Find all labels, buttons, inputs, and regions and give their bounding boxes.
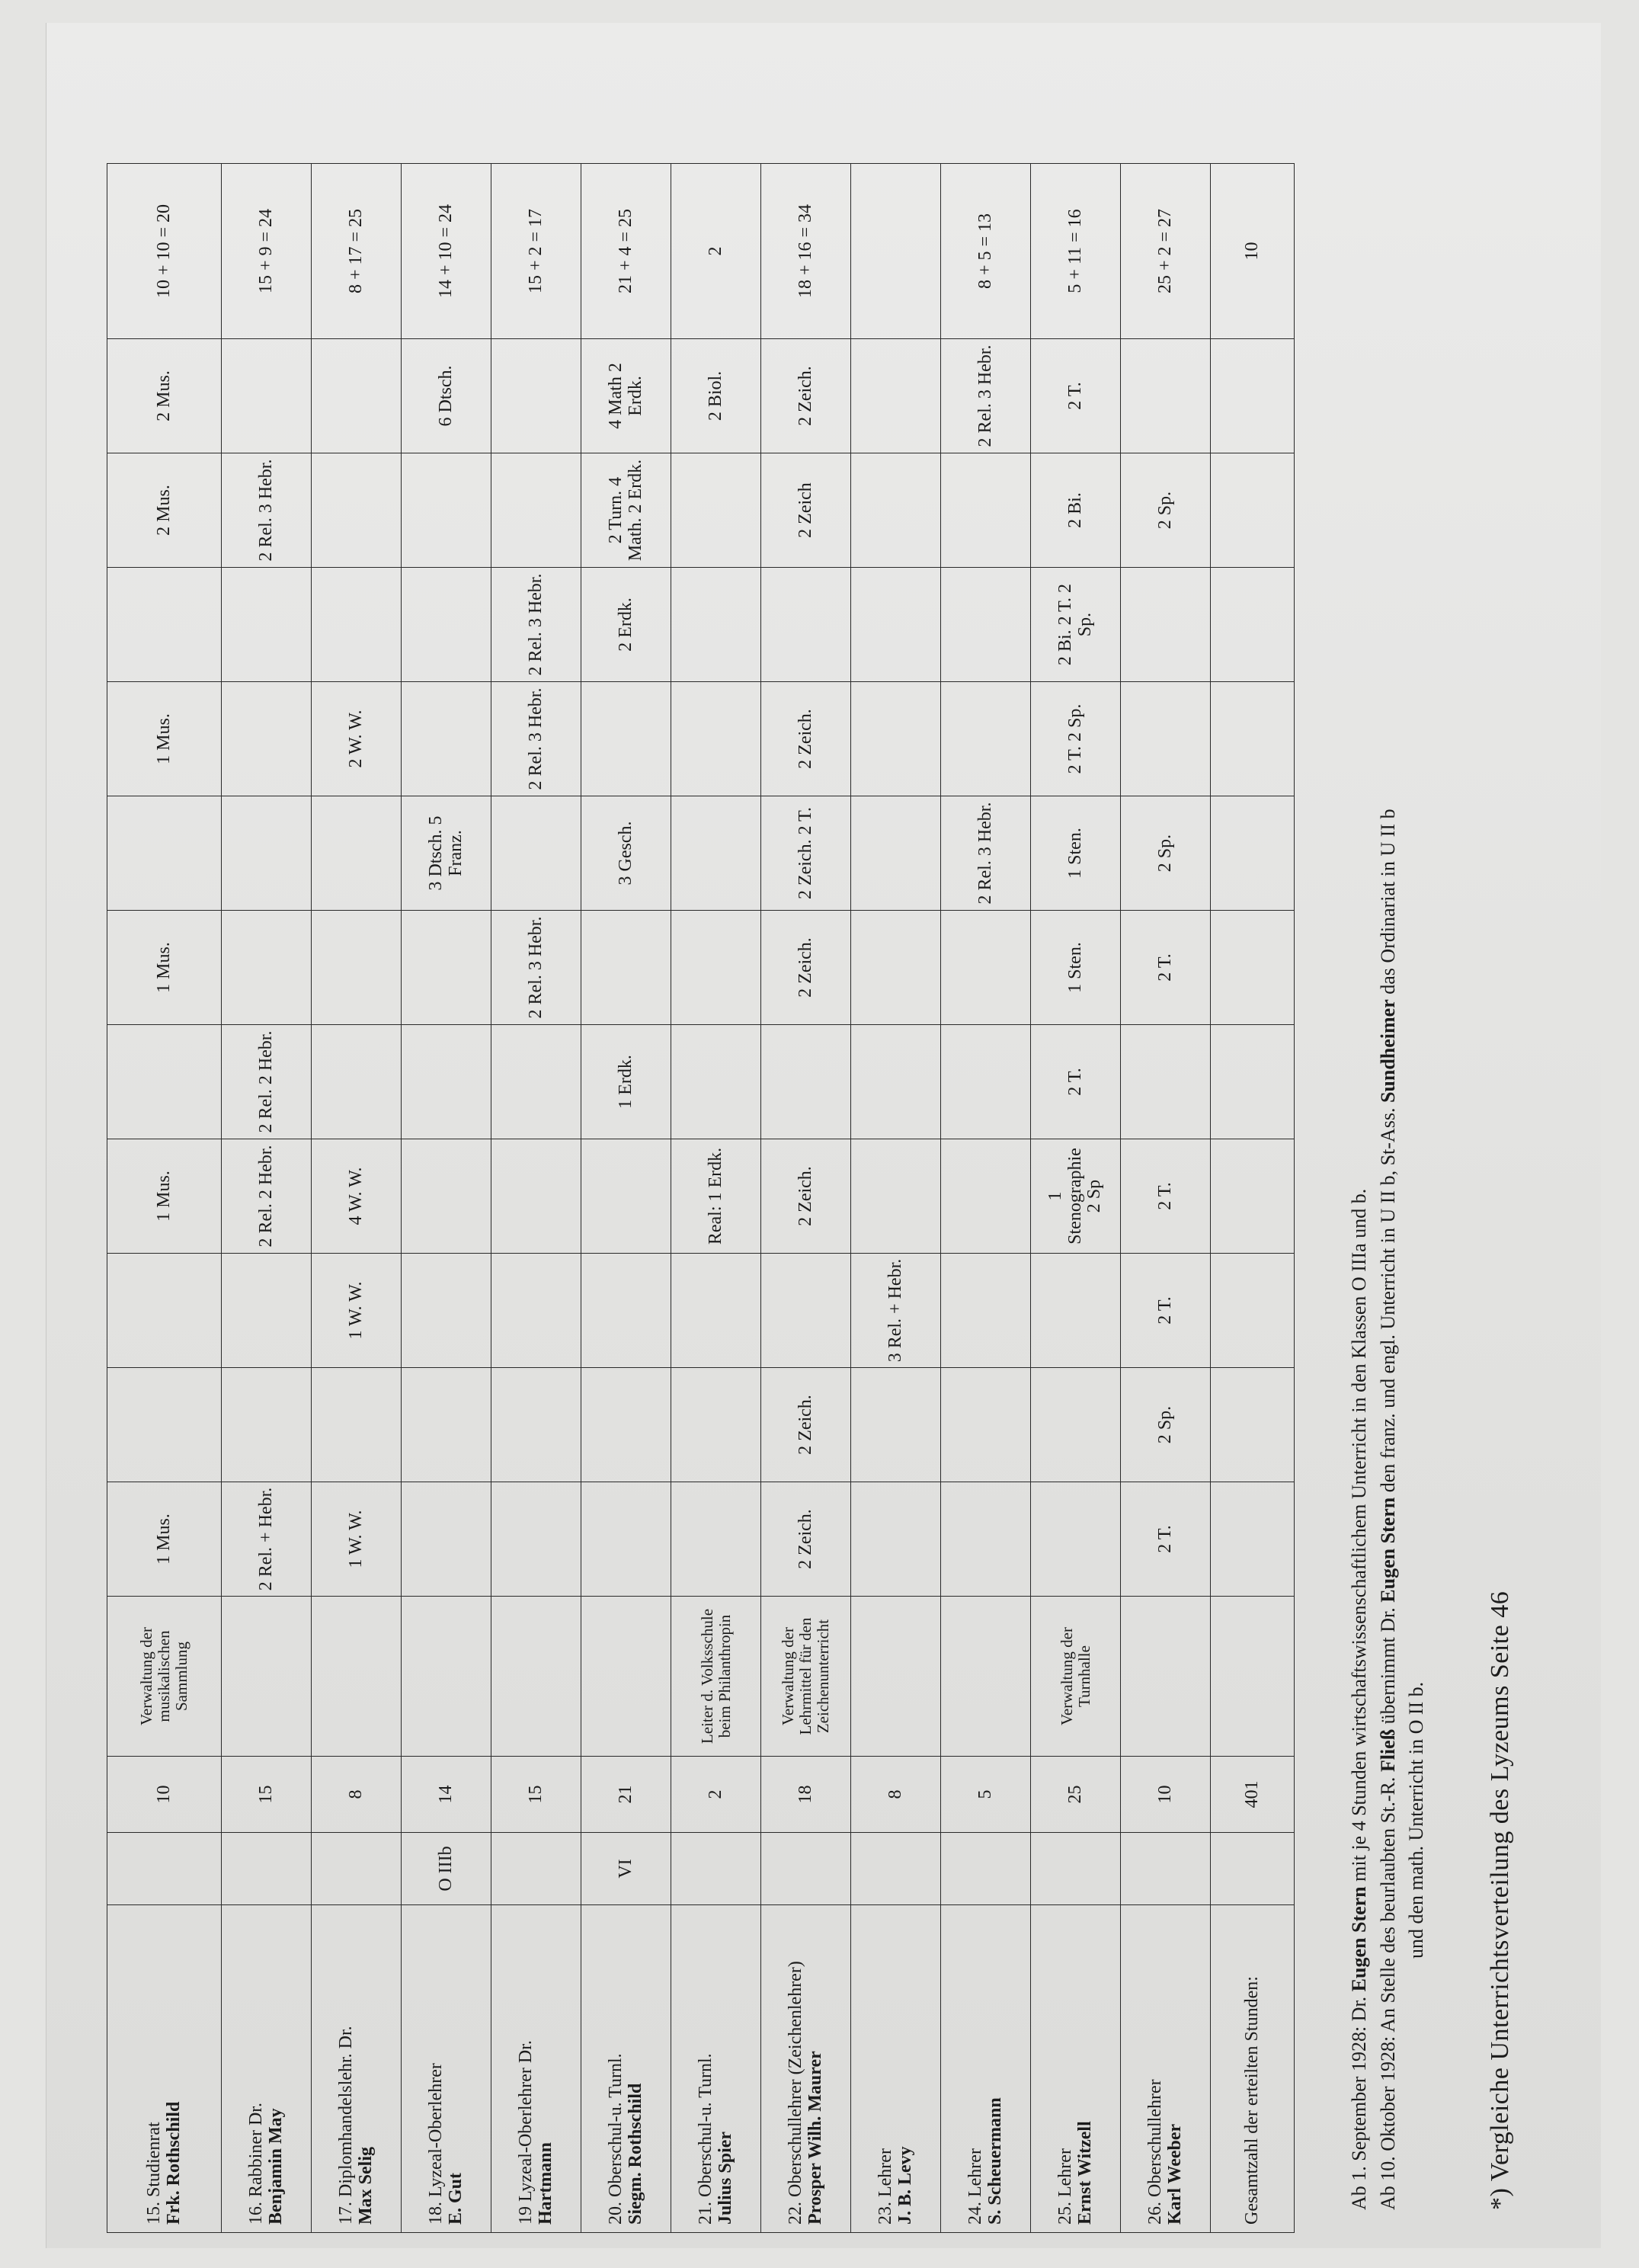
lesson-cell-c9: 2 Bi. 2 T. 2 Sp. — [1031, 568, 1121, 682]
lesson-cell-c6: 2 T. — [1121, 911, 1211, 1025]
lesson-cell-c3: 2 T. — [1121, 1254, 1211, 1368]
total-hours-cell — [851, 164, 941, 339]
duty-cell — [581, 1597, 671, 1757]
lesson-cell-c4: Real: 1 Erdk. — [671, 1139, 761, 1254]
row-number: 22. — [785, 2202, 805, 2225]
rotated-document-sheet — [46, 53, 1570, 2233]
lesson-cell-c10 — [941, 453, 1031, 568]
teacher-name: Benjamin May — [265, 2108, 286, 2225]
lesson-cell-c1 — [1031, 1482, 1121, 1597]
lesson-cell-c5 — [761, 1025, 851, 1139]
hours-cell: 15 — [491, 1757, 581, 1833]
row-number: 26. — [1144, 2202, 1165, 2225]
lesson-cell-c8 — [1121, 682, 1211, 796]
lesson-cell-c4 — [491, 1139, 581, 1254]
teacher-cell — [1031, 1905, 1121, 2233]
teacher-cell — [491, 1905, 581, 2233]
lesson-cell-c4: 2 Rel. 2 Hebr. — [222, 1139, 312, 1254]
total-hours-cell: 15 + 9 = 24 — [222, 164, 312, 339]
lesson-cell-c10 — [491, 453, 581, 568]
lesson-cell-c5 — [671, 1025, 761, 1139]
lesson-cell-c5 — [107, 1025, 222, 1139]
teacher-title: Diplomhandelslehr. Dr. — [335, 2026, 356, 2197]
lesson-cell-c3 — [491, 1254, 581, 1368]
lesson-cell-c3 — [671, 1254, 761, 1368]
summary-total: 10 — [1211, 164, 1295, 339]
duty-cell — [402, 1597, 491, 1757]
class-cell — [671, 1833, 761, 1905]
lesson-cell-c10: 2 Bi. — [1031, 453, 1121, 568]
lesson-cell-c1: 2 Rel. + Hebr. — [222, 1482, 312, 1597]
lesson-cell-c4 — [851, 1139, 941, 1254]
duty-cell: Verwaltung der musikalischen Sammlung — [107, 1597, 222, 1757]
table-row — [312, 164, 402, 2233]
lesson-cell-c3 — [1031, 1254, 1121, 1368]
teacher-title: Oberschul-u. Turnl. — [695, 2053, 715, 2197]
lesson-cell-c5 — [1121, 1025, 1211, 1139]
teacher-name: Prosper Wilh. Maurer — [805, 2051, 825, 2225]
summary-class — [1211, 1833, 1295, 1905]
total-hours-cell: 10 + 10 = 20 — [107, 164, 222, 339]
lesson-cell-c10: 2 Sp. — [1121, 453, 1211, 568]
teacher-title: Oberschul-u. Turnl. — [605, 2053, 626, 2197]
teacher-name: E. Gut — [445, 2172, 466, 2225]
lesson-cell-c4 — [941, 1139, 1031, 1254]
lesson-cell-c9 — [222, 568, 312, 682]
lesson-cell-c4: 1 Stenographie 2 Sp — [1031, 1139, 1121, 1254]
summary-empty-cell — [1211, 339, 1295, 453]
total-hours-cell: 14 + 10 = 24 — [402, 164, 491, 339]
lesson-cell-c7 — [107, 796, 222, 911]
lesson-cell-c4: 2 Zeich. — [761, 1139, 851, 1254]
teacher-cell — [222, 1905, 312, 2233]
lesson-cell-c5 — [851, 1025, 941, 1139]
lesson-cell-c8: 2 Zeich. — [761, 682, 851, 796]
lesson-cell-c10 — [671, 453, 761, 568]
lesson-cell-c7: 3 Gesch. — [581, 796, 671, 911]
lesson-cell-c8: 2 Rel. 3 Hebr. — [491, 682, 581, 796]
class-cell — [851, 1833, 941, 1905]
table-row — [851, 164, 941, 2233]
lesson-cell-c1 — [491, 1482, 581, 1597]
lesson-cell-c7: 3 Dtsch. 5 Franz. — [402, 796, 491, 911]
table-row — [671, 164, 761, 2233]
class-cell — [312, 1833, 402, 1905]
lesson-cell-c3 — [107, 1254, 222, 1368]
summary-row — [1211, 164, 1295, 2233]
hours-cell: 25 — [1031, 1757, 1121, 1833]
lesson-cell-c5: 2 T. — [1031, 1025, 1121, 1139]
teacher-name: Hartmann — [535, 2142, 555, 2225]
lesson-cell-c7: 2 Sp. — [1121, 796, 1211, 911]
lesson-cell-c7 — [851, 796, 941, 911]
table-row — [107, 164, 222, 2233]
lesson-cell-c8: 2 T. 2 Sp. — [1031, 682, 1121, 796]
lesson-cell-c2 — [851, 1368, 941, 1482]
teacher-title: Rabbiner Dr. — [245, 2103, 266, 2197]
lesson-cell-c1 — [851, 1482, 941, 1597]
schedule-rows — [107, 164, 1295, 2233]
table-row — [222, 164, 312, 2233]
lesson-cell-c10 — [402, 453, 491, 568]
lesson-cell-c10 — [851, 453, 941, 568]
lesson-cell-c4 — [402, 1139, 491, 1254]
lesson-cell-c2 — [671, 1368, 761, 1482]
total-hours-cell: 18 + 16 = 34 — [761, 164, 851, 339]
lesson-cell-c6: 2 Rel. 3 Hebr. — [491, 911, 581, 1025]
lesson-cell-c11: 2 Mus. — [107, 339, 222, 453]
lesson-cell-c1: 2 T. — [1121, 1482, 1211, 1597]
class-cell: VI — [581, 1833, 671, 1905]
teacher-name: Siegm. Rothschild — [625, 2083, 645, 2225]
footnote-3: und den math. Unterricht in O II b. — [1405, 1681, 1428, 1959]
lesson-cell-c10: 2 Zeich — [761, 453, 851, 568]
lesson-cell-c7: 2 Zeich. 2 T. — [761, 796, 851, 911]
lesson-cell-c10: 2 Turn. 4 Math. 2 Erdk. — [581, 453, 671, 568]
footnote-2: Ab 10. Oktober 1928: An Stelle des beurlaubten St.-R. Fließ übernimmt Dr. Eugen Stern den franz. und engl. Unterricht in U II b, St-Ass. Sundheimer das Ordinariat in U II b — [1376, 809, 1399, 2210]
lesson-cell-c10: 2 Mus. — [107, 453, 222, 568]
lesson-cell-c9 — [671, 568, 761, 682]
lesson-cell-c3 — [222, 1254, 312, 1368]
table-row — [491, 164, 581, 2233]
teacher-cell — [107, 1905, 222, 2233]
summary-empty-cell — [1211, 796, 1295, 911]
lesson-cell-c8 — [671, 682, 761, 796]
total-hours-cell: 25 + 2 = 27 — [1121, 164, 1211, 339]
teacher-title: Oberschullehrer (Zeichenlehrer) — [785, 1961, 805, 2197]
lesson-cell-c5: 1 Erdk. — [581, 1025, 671, 1139]
hours-cell: 21 — [581, 1757, 671, 1833]
teacher-title: Studienrat — [143, 2122, 164, 2197]
hours-cell: 2 — [671, 1757, 761, 1833]
summary-empty-cell — [1211, 1254, 1295, 1368]
lesson-cell-c7: 2 Rel. 3 Hebr. — [941, 796, 1031, 911]
lesson-cell-c6: 1 Sten. — [1031, 911, 1121, 1025]
total-hours-cell: 5 + 11 = 16 — [1031, 164, 1121, 339]
class-cell — [222, 1833, 312, 1905]
teacher-name: S. Scheuermann — [984, 2097, 1005, 2225]
summary-label: Gesamtzahl der erteilten Stunden: — [1211, 1905, 1295, 2233]
row-number: 18. — [425, 2202, 446, 2225]
hours-cell: 8 — [312, 1757, 402, 1833]
lesson-cell-c5 — [312, 1025, 402, 1139]
class-cell — [941, 1833, 1031, 1905]
lesson-cell-c9 — [312, 568, 402, 682]
teaching-schedule-table — [107, 163, 1295, 2233]
duty-cell — [491, 1597, 581, 1757]
lesson-cell-c8 — [941, 682, 1031, 796]
class-cell: O IIIb — [402, 1833, 491, 1905]
lesson-cell-c8 — [851, 682, 941, 796]
duty-cell: Leiter d. Volksschule beim Philanthropin — [671, 1597, 761, 1757]
total-hours-cell: 2 — [671, 164, 761, 339]
teacher-cell — [581, 1905, 671, 2233]
lesson-cell-c2 — [107, 1368, 222, 1482]
lesson-cell-c10 — [312, 453, 402, 568]
reference-footer: *) Vergleiche Unterrichtsverteilung des Lyzeums Seite 46 — [1486, 1590, 1514, 2210]
teacher-name: Julius Spier — [715, 2131, 735, 2225]
lesson-cell-c8: 2 W. W. — [312, 682, 402, 796]
total-hours-cell: 8 + 17 = 25 — [312, 164, 402, 339]
row-number: 16. — [245, 2202, 266, 2225]
summary-empty-cell — [1211, 1025, 1295, 1139]
lesson-cell-c8 — [402, 682, 491, 796]
lesson-cell-c2: 2 Zeich. — [761, 1368, 851, 1482]
lesson-cell-c4: 2 T. — [1121, 1139, 1211, 1254]
row-number: 21. — [695, 2202, 715, 2225]
row-number: 24. — [965, 2202, 985, 2225]
hours-cell: 10 — [1121, 1757, 1211, 1833]
lesson-cell-c6: 1 Mus. — [107, 911, 222, 1025]
teacher-title: Lehrer — [875, 2148, 895, 2197]
lesson-cell-c6 — [581, 911, 671, 1025]
lesson-cell-c1: 1 W. W. — [312, 1482, 402, 1597]
teacher-cell — [761, 1905, 851, 2233]
teacher-title: Lyzeal-Oberlehrer Dr. — [515, 2040, 536, 2202]
duty-cell — [312, 1597, 402, 1757]
duty-cell — [851, 1597, 941, 1757]
lesson-cell-c6 — [312, 911, 402, 1025]
hours-cell: 8 — [851, 1757, 941, 1833]
lesson-cell-c6 — [222, 911, 312, 1025]
class-cell — [1121, 1833, 1211, 1905]
teacher-title: Lyzeal-Oberlehrer — [425, 2063, 446, 2197]
lesson-cell-c1: 2 Zeich. — [761, 1482, 851, 1597]
lesson-cell-c2 — [1031, 1368, 1121, 1482]
duty-cell: Verwaltung der Lehrmittel für den Zeichenunterricht — [761, 1597, 851, 1757]
lesson-cell-c1 — [671, 1482, 761, 1597]
lesson-cell-c7 — [671, 796, 761, 911]
lesson-cell-c7 — [312, 796, 402, 911]
summary-empty-cell — [1211, 682, 1295, 796]
lesson-cell-c11: 2 Biol. — [671, 339, 761, 453]
duty-cell — [1121, 1597, 1211, 1757]
lesson-cell-c5 — [941, 1025, 1031, 1139]
footnotes — [1345, 76, 1431, 2210]
lesson-cell-c4 — [581, 1139, 671, 1254]
lesson-cell-c11: 2 T. — [1031, 339, 1121, 453]
summary-empty-cell — [1211, 911, 1295, 1025]
lesson-cell-c11: 2 Zeich. — [761, 339, 851, 453]
teacher-title: Lehrer — [965, 2148, 985, 2197]
teacher-cell — [851, 1905, 941, 2233]
teacher-name: Ernst Witzell — [1074, 2121, 1095, 2225]
lesson-cell-c5: 2 Rel. 2 Hebr. — [222, 1025, 312, 1139]
lesson-cell-c6: 2 Zeich. — [761, 911, 851, 1025]
lesson-cell-c4: 4 W. W. — [312, 1139, 402, 1254]
lesson-cell-c3 — [761, 1254, 851, 1368]
teacher-cell — [402, 1905, 491, 2233]
teacher-name: Max Selig — [355, 2147, 376, 2225]
teacher-name: Karl Weeber — [1164, 2123, 1185, 2225]
lesson-cell-c6 — [851, 911, 941, 1025]
class-cell — [491, 1833, 581, 1905]
teacher-title: Lehrer — [1055, 2148, 1075, 2197]
hours-cell: 15 — [222, 1757, 312, 1833]
lesson-cell-c6 — [402, 911, 491, 1025]
teacher-cell — [671, 1905, 761, 2233]
table-row — [1031, 164, 1121, 2233]
lesson-cell-c11: 6 Dtsch. — [402, 339, 491, 453]
teacher-name: J. B. Levy — [895, 2146, 915, 2225]
total-hours-cell: 15 + 2 = 17 — [491, 164, 581, 339]
summary-hours: 401 — [1211, 1757, 1295, 1833]
lesson-cell-c2 — [222, 1368, 312, 1482]
table-row — [761, 164, 851, 2233]
lesson-cell-c7 — [222, 796, 312, 911]
lesson-cell-c9: 2 Rel. 3 Hebr. — [491, 568, 581, 682]
hours-cell: 14 — [402, 1757, 491, 1833]
lesson-cell-c2 — [581, 1368, 671, 1482]
summary-empty-cell — [1211, 1368, 1295, 1482]
lesson-cell-c11 — [312, 339, 402, 453]
lesson-cell-c3 — [402, 1254, 491, 1368]
duty-cell: Verwaltung der Turnhalle — [1031, 1597, 1121, 1757]
lesson-cell-c11 — [491, 339, 581, 453]
lesson-cell-c6 — [671, 911, 761, 1025]
teacher-name: Frk. Rothschild — [163, 2101, 184, 2225]
lesson-cell-c9 — [1121, 568, 1211, 682]
duty-cell — [222, 1597, 312, 1757]
lesson-cell-c7 — [491, 796, 581, 911]
lesson-cell-c1 — [941, 1482, 1031, 1597]
lesson-cell-c6 — [941, 911, 1031, 1025]
summary-empty-cell — [1211, 1597, 1295, 1757]
lesson-cell-c2 — [941, 1368, 1031, 1482]
summary-empty-cell — [1211, 453, 1295, 568]
lesson-cell-c11: 2 Rel. 3 Hebr. — [941, 339, 1031, 453]
lesson-cell-c9 — [761, 568, 851, 682]
teacher-title: Oberschullehrer — [1144, 2079, 1165, 2197]
lesson-cell-c7: 1 Sten. — [1031, 796, 1121, 911]
duty-cell — [941, 1597, 1031, 1757]
summary-empty-cell — [1211, 568, 1295, 682]
lesson-cell-c9 — [402, 568, 491, 682]
hours-cell: 18 — [761, 1757, 851, 1833]
lesson-cell-c2 — [312, 1368, 402, 1482]
lesson-cell-c3: 1 W. W. — [312, 1254, 402, 1368]
lesson-cell-c2 — [491, 1368, 581, 1482]
row-number: 20. — [605, 2202, 626, 2225]
total-hours-cell: 8 + 5 = 13 — [941, 164, 1031, 339]
summary-empty-cell — [1211, 1482, 1295, 1597]
row-number: 15. — [143, 2202, 164, 2225]
lesson-cell-c2: 2 Sp. — [1121, 1368, 1211, 1482]
teacher-cell — [1121, 1905, 1211, 2233]
lesson-cell-c11 — [1121, 339, 1211, 453]
class-cell — [107, 1833, 222, 1905]
table-row — [581, 164, 671, 2233]
lesson-cell-c1 — [581, 1482, 671, 1597]
lesson-cell-c3: 3 Rel. + Hebr. — [851, 1254, 941, 1368]
lesson-cell-c9 — [851, 568, 941, 682]
row-number: 25. — [1055, 2202, 1075, 2225]
hours-cell: 5 — [941, 1757, 1031, 1833]
lesson-cell-c11 — [222, 339, 312, 453]
lesson-cell-c3 — [941, 1254, 1031, 1368]
footnote-1: Ab 1. September 1928: Dr. Eugen Stern mit je 4 Stunden wirtschaftswissenschaftlichem Unterricht in den Klassen O IIIa und b. — [1348, 1188, 1370, 2210]
teacher-cell — [941, 1905, 1031, 2233]
lesson-cell-c8 — [222, 682, 312, 796]
lesson-cell-c1 — [402, 1482, 491, 1597]
lesson-cell-c4: 1 Mus. — [107, 1139, 222, 1254]
table-row — [402, 164, 491, 2233]
lesson-cell-c10: 2 Rel. 3 Hebr. — [222, 453, 312, 568]
total-hours-cell: 21 + 4 = 25 — [581, 164, 671, 339]
summary-empty-cell — [1211, 1139, 1295, 1254]
class-cell — [1031, 1833, 1121, 1905]
lesson-cell-c5 — [491, 1025, 581, 1139]
lesson-cell-c9 — [941, 568, 1031, 682]
lesson-cell-c11 — [851, 339, 941, 453]
lesson-cell-c8 — [581, 682, 671, 796]
class-cell — [761, 1833, 851, 1905]
lesson-cell-c1: 1 Mus. — [107, 1482, 222, 1597]
lesson-cell-c8: 1 Mus. — [107, 682, 222, 796]
lesson-cell-c3 — [581, 1254, 671, 1368]
lesson-cell-c2 — [402, 1368, 491, 1482]
row-number: 23. — [875, 2202, 895, 2225]
table-row — [941, 164, 1031, 2233]
hours-cell: 10 — [107, 1757, 222, 1833]
lesson-cell-c11: 4 Math 2 Erdk. — [581, 339, 671, 453]
lesson-cell-c5 — [402, 1025, 491, 1139]
lesson-cell-c9 — [107, 568, 222, 682]
lesson-cell-c9: 2 Erdk. — [581, 568, 671, 682]
teacher-cell — [312, 1905, 402, 2233]
row-number: 17. — [335, 2202, 356, 2225]
row-number: 19 — [515, 2206, 536, 2225]
table-row — [1121, 164, 1211, 2233]
